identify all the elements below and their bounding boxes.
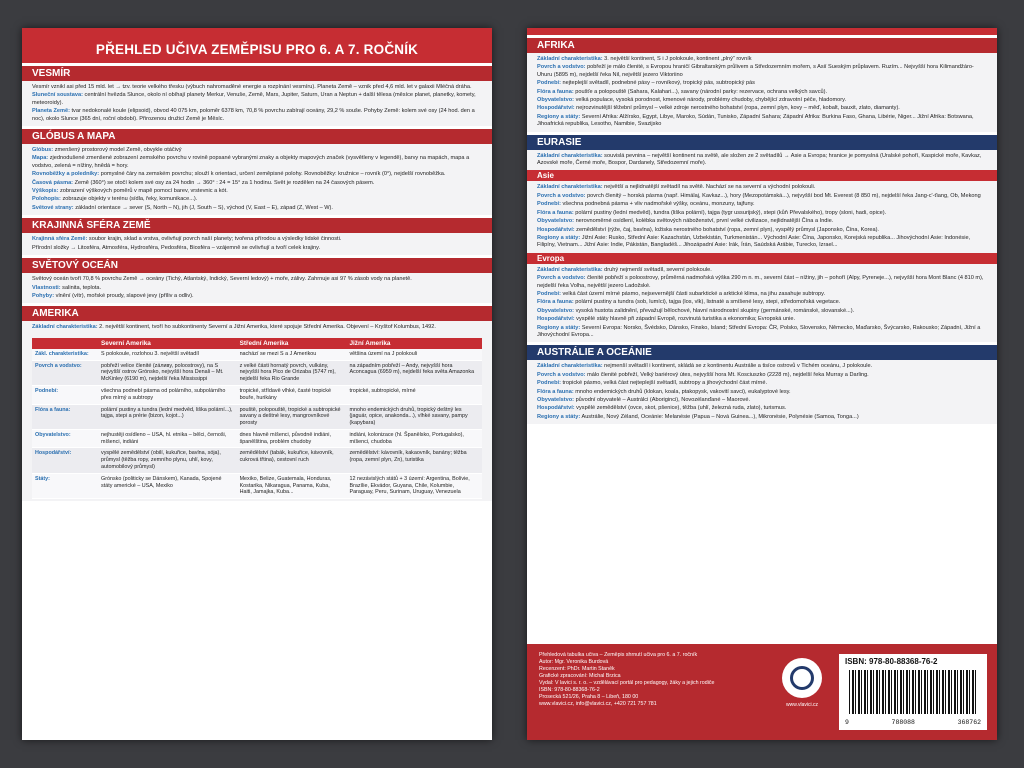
section-heading: EURASIE [527,135,997,150]
paragraph-key: Mapa: [32,155,49,162]
section-paragraph [32,205,482,212]
paragraph-text: 3. největší kontinent, S i J polokoule, kontinent „plný“ rovník [604,56,752,62]
section-heading: AFRIKA [527,38,997,53]
section-paragraph [537,275,987,290]
publisher-logo [779,658,825,722]
table-cell: dnes hlavně míšenci, původně indiáni, španělština, problém chudoby [237,429,347,448]
section-paragraph [537,105,987,112]
paragraph-key: Regiony a státy: [537,113,581,120]
table-cell: z velké části hornatý povrch, vulkány, nejvyšší hora Pico de Orizaba (5747 m), nejdelší řeka Rio Grande [237,360,347,385]
paragraph-key: Regiony a státy: [537,324,581,331]
paragraph-text: salinita, teplota. [62,284,102,291]
paragraph-key: Výškopis: [32,188,59,195]
paragraph-key: Světové strany: [32,204,74,211]
paragraph-key: Hospodářství: [537,226,575,233]
paragraph-key: Obyvatelstvo: [537,307,574,314]
barcode-digit-1: 9 [845,719,849,726]
barcode-digits [845,719,981,726]
section-paragraph [32,171,482,178]
table-cell: pouště, polopouště, tropické a subtropické savany a deštné lesy, mangrovníkové porosty [237,404,347,429]
table-header-cell: Jižní Amerika [346,338,482,349]
table-cell: zemědělství (tabák, kukuřice, kávovník, cukrová třtina), cestovní ruch [237,448,347,473]
paragraph-key: Podnebí: [537,290,561,297]
paragraph-text: polární pustiny a tundra (sob, lumíci), tajga (los, vlk), listnaté a smíšené lesy, stepi, středomořská vegetace. [575,299,841,306]
paragraph-text: polární pustiny (lední medvěd), tundra (liška polární), tajga (tygr ussurijský), stepi (kůň Převalského), tropy (sloni, hadi, opice). [575,209,887,216]
table-row [32,385,482,404]
paragraph-key: Obyvatelstvo: [537,97,574,104]
paragraph-key: Pohyby: [32,292,55,299]
paragraph-key: Obyvatelstvo: [537,218,574,225]
section-paragraph [537,218,987,225]
paragraph-key: Vlastnosti: [32,284,61,291]
row-key-cell: Povrch a vodstvo: [32,360,98,385]
section-body [22,233,492,255]
paragraph-key: Povrch a vodstvo: [537,192,586,199]
paragraph-key: Podnebí: [537,80,561,87]
section-paragraph [32,245,482,252]
section-paragraph [32,276,482,283]
section-paragraph [537,201,987,208]
table-cell: polární pustiny a tundra (lední medvěd, liška polární...), tajga, stepi a prérie (bizon, kojot...) [98,404,237,429]
paragraph-text: nejmenší světadíl i kontinent, skládá se z kontinentu Austrálie a tisíce ostrovů v Tichém oceánu, J polokoule. [604,363,873,370]
paragraph-key: Povrch a vodstvo: [537,275,586,282]
footer-line: Prosecká 521/26, Praha 8 – Libeň, 180 00 [539,694,639,700]
paragraph-key: Hospodářství: [537,316,575,323]
section-paragraph [537,64,987,79]
table-cell: všechna podnebí pásma od polárního, subpolárního přes mírný a subtropy [98,385,237,404]
section-heading: Asie [527,170,997,181]
row-key-cell: Obyvatelstvo: [32,429,98,448]
table-cell: Mexiko, Belize, Guatemala, Honduras, Kostarika, Nikaragua, Panama, Kuba, Haiti, Jamajka, Kuba... [237,473,347,498]
paragraph-key: Obyvatelstvo: [537,397,574,403]
paragraph-text: tropické pásmo, velká část nejteplejší světadíl, subtropy a jihovýchodní část mírné. [562,380,768,387]
paragraph-text: tvar nedokonalé koule (elipsoid), obvod 40 075 km, poloměr 6378 km, 70,8 % povrchu zabírají oceány, 29,2 % souše. Pohyby Země: kolem své osy (24 hod. den a noc), okolo Slunce (365 dní, roční období). Přirozenou družicí Země je Měsíc. [32,108,475,122]
section-body [527,264,997,343]
paragraph-text: základní orientace → sever (S, North – N), jih (J, South – S), východ (V, East – E), západ (Z, West – W). [75,204,333,211]
section-paragraph [537,308,987,315]
footer-info [539,652,769,708]
table-cell: tropické, střídavě vlhké, časté tropické bouře, hurikány [237,385,347,404]
footer-line: Autor: Mgr. Veronika Burdová [539,659,609,665]
footer-line: Recenzent: PhDr. Martin Staněk [539,666,615,672]
paragraph-key: Flóra a fauna: [537,88,574,95]
paragraph-text: Severní Evropa: Norsko, Švédsko, Dánsko, Finsko, Island; Střední Evropa: ČR, Polsko, Slovensko, Německo, Maďarsko, Švýcarsko, Rakousko; Západní, Jižní a Jihovýchodní Evropa... [537,324,981,338]
section-heading: VESMÍR [22,66,492,81]
section-paragraph [32,155,482,170]
paragraph-text: pobřeží je málo členité, s Evropou hraničí Gibraltarským průlivem a Středozemním mořem, s Asií Sueským průplavem. Ruzím... Nejvyšší hora Kilimandžáro-Uhuru (5895 m), nejdelší řeka Nil, největší jezero Viktoriino [537,64,974,78]
paragraph-text: souvislá pevnina – největší kontinent na světě, ale složen ze 2 světadílů → Asie a Evropa; hranice je pomyslná (Uralské pohoří, Kaspické moře, Kavkaz, Azovské moře, Černé moře, Bospor, Dardanely, Středozemní moře). [537,152,982,167]
paragraph-key: Základní charakteristika: [537,266,603,273]
paragraph-text: soubor krajin, sklad a vrstva, ovlivňují povrch naší planety; tvořena přírodou a výsledky lidské činnosti. [88,236,342,243]
section-paragraph [537,80,987,87]
table-row [32,404,482,429]
section-paragraph [32,285,482,292]
table-header-cell: Střední Amerika [237,338,347,349]
table-cell: většina území na J polokouli [346,349,482,360]
footer-line: www.vlavici.cz, info@vlavici.cz, +420 721 757 781 [539,701,657,707]
section-paragraph [537,316,987,323]
logo-circle-icon [782,658,822,698]
paragraph-text: Severní Afrika: Alžírsko, Egypt, Libye, Maroko, Súdán, Tunisko, Západní Sahara; Západní Afrika: Burkina Faso, Ghana, Libérie, Niger... Jižní Afrika: Botswana, Jihoafrická republika, Lesotho, Namibie, Svazijsko [537,113,974,128]
paragraph-key: Sluneční soustava: [32,92,83,99]
paragraph-text: Austrálie, Nový Zéland, Oceánie: Melanésie (Papua – Nová Guinea...), Mikronésie, Polynésie (Samoa, Tonga...) [581,413,859,420]
section-body [22,273,492,303]
section-paragraph [32,324,482,331]
table-cell: 12 nezávislých států + 3 území: Argentina, Bolívie, Brazílie, Ekvádor, Guyana, Chile, Kolumbie, Paraguay, Peru, Surinam, Uruguay, Venezuela [346,473,482,498]
paragraph-key: Povrch a vodstvo: [537,64,586,71]
row-key-cell: Státy: [32,473,98,498]
footer-line: Grafické zpracování: Michal Brzica [539,673,621,679]
paragraph-text: vysoká hustota zalidnění, převažují bělochové, hlavní národnostní skupiny (germánské, románské, slovanské...). [575,307,855,314]
section-paragraph [537,193,987,200]
section-paragraph [537,267,987,274]
paragraph-text: nerovnoměrné osídlení, kolébka světových náboženství, první velké civilizace, nejlidnatější Čína a Indie. [575,218,834,225]
table-header-cell: Severní Amerika [98,338,237,349]
paragraph-key: Základní charakteristika: [32,324,98,331]
isbn-label: ISBN: 978-80-88368-76-2 [845,657,938,666]
paragraph-key: Podnebí: [537,380,561,387]
paragraph-text: Přírodní složky → Litosféra, Atmosféra, Hydrosféra, Pedosféra, Biosféra – vzájemně se ovlivňují a tvoří celek krajiny. [32,244,321,251]
paragraph-text: zmenšený prostorový model Země, obvykle otáčivý [54,147,182,154]
section-heading: GLÓBUS A MAPA [22,129,492,144]
section-paragraph [537,389,987,396]
paragraph-key: Podnebí: [537,201,561,208]
paragraph-text: členité pobřeží s poloostrovy, průměrná nadmořská výška 290 m n. m., severní část – nížiny, jih – pohoří (Alpy, Pyreneje...), nejvyšší hora Mont Blanc (4 810 m), nejdelší řeka Volha, největší jezero Ladožské. [537,275,984,289]
section-paragraph [537,363,987,370]
paragraph-text: poušťe a polopouště (Sahara, Kalahari...), savany (národní parky: rezervace, ochrana velkých savců). [575,88,828,95]
section-paragraph [537,153,987,168]
section-paragraph [537,114,987,129]
top-stripe [22,28,492,35]
row-key-cell: Zákl. charakteristika: [32,349,98,360]
footer-line: Vydal: V lavici s. r. o. – vzdělávací portál pro pedagogy, žáky a jejich rodiče [539,680,715,686]
paragraph-text: všechna podnebná pásma + vliv nadmořské výšky, oceánu, monzuny, tajfuny. [562,201,755,208]
footer-line: ISBN: 978-80-88368-76-2 [539,687,600,693]
section-paragraph [32,236,482,243]
paragraph-key: Polohopis: [32,196,61,203]
section-body [22,321,492,334]
section-paragraph [537,299,987,306]
paragraph-key: Základní charakteristika: [537,184,603,191]
section-heading: AUSTRÁLIE A OCEÁNIE [527,345,997,360]
paragraph-text: zjednodušené zmenšené zobrazení zemského povrchu v rovině popsané vybranými znaky a objekty mapových značek (vysvětleny v legendě), barvy na mapách, mapa a vodstvo, zelená = nížiny, hnědá = hory. [32,155,470,169]
logo-text: www.vlavici.cz [786,702,818,708]
left-sections [22,66,492,335]
paragraph-text: původní obyvatelé – Austrálci (Aboriginci), Novozélanďané – Maorové. [575,397,751,403]
paragraph-text: centrální hvězda Slunce, okolo ní obíhají planety Merkur, Venuše, Země, Mars, Jupiter, Saturn, Uran a Neptun + další tělesa (měsíce planet, planetky, komety, meteoroidy). [32,92,476,106]
table-cell: na západním pobřeží – Andy, nejvyšší hora Aconcagua (6959 m), nejdelší řeka světa Amazonka [346,360,482,385]
paragraph-text: vyspělé zemědělství (ovce, skot, pšenice), těžba (uhlí, železná ruda, zlato), turismus. [576,405,787,412]
section-paragraph [537,56,987,63]
section-paragraph [537,97,987,104]
paragraph-key: Flóra a fauna: [537,299,574,306]
row-key-cell: Flóra a fauna: [32,404,98,429]
table-cell: pobřeží velice členité (záливy, poloostrovy), na S nejvyšší ostrov Grónsko, nejvyšší hora Denali – Mt. McKinley (6190 m), nejdelší řeka Mississippi [98,360,237,385]
paragraph-text: největší a nejlidnatější světadíl na světě. Nachází se na severní a východní polokouli. [604,184,816,191]
section-paragraph [537,325,987,340]
section-body [527,181,997,252]
section-body [22,81,492,126]
section-paragraph [537,291,987,298]
paragraph-key: Hospodářství: [537,405,575,412]
paragraph-text: druhý nejmenší světadíl, severní polokoule. [604,266,712,273]
section-paragraph [537,184,987,191]
america-table-wrap [22,335,492,502]
section-heading: AMERIKA [22,306,492,321]
table-row [32,349,482,360]
paragraph-text: zobrazuje objekty v terénu (sídla, řeky, komunikace...). [62,196,198,203]
table-cell: vyspělé zemědělství (obilí, kukuřice, bavlna, sója), průmysl (těžba ropy, zemního plynu, uhlí, kovy, automobilový průmysl) [98,448,237,473]
footer-line: Přehledová tabulka učiva – Zeměpis shrnutí učiva pro 6. a 7. ročník [539,652,698,658]
table-row [32,448,482,473]
section-body [527,53,997,132]
paragraph-text: vyspělé státy hlavně při západní Evropě, rozvinutá turistika a ekonomika; Evropská unie. [576,316,796,323]
paragraph-text: Světový oceán tvoří 70,8 % povrchu Země → oceány (Tichý, Atlantský, Indický, Severní ledový) + moře, zálivy. Zahrnuje asi 97 % zásob vody na planetě. [32,276,412,283]
paragraph-text: nejteplejší světadíl, podnebné pásy – rovníkový, tropický pás, subtropický pás [562,80,755,87]
barcode [839,654,987,730]
section-paragraph [32,180,482,187]
paragraph-text: nejrozvinutější těžební průmysl – velké zdroje nerostného bohatství (ropa, zemní plyn, kovy – měď, kobalt, bauxit, zlato, diamanty). [576,105,900,112]
row-key-cell: Podnebí: [32,385,98,404]
section-paragraph [32,108,482,123]
section-heading: Evropa [527,253,997,264]
right-sections [527,38,997,424]
paragraph-text: mnoho endemických druhů (klokan, koala, ptakopysk, vakovití savci), eukalyptové lesy. [575,388,791,395]
paragraph-text: zemědělství (rýže, čaj, bavlna), ložiska nerostného bohatství (ropa, zemní plyn), vyspělý průmysl (Japonsko, Čína, Korea). [576,226,879,233]
paragraph-text: Jižní Asie: Rusko, Střední Asie: Kazachstán, Uzbekistán, Turkmenistán... Východní Asie: Čína, Japonsko, Korejská republika... Jihovýchodní Asie: Indonésie, Filipíny, Vietnam... Jižní Asie: Indie, Pákistán, Bangladéš... Jihozápadní Asie: Irák, Írán, Saúdská Arábie, Turecko, Izrael... [537,234,971,249]
table-header-cell [32,338,98,349]
paragraph-key: Regiony a státy: [537,413,581,420]
paragraph-key: Glóbus: [32,147,54,154]
paragraph-key: Základní charakteristika: [537,56,603,62]
section-body [527,360,997,424]
section-paragraph [537,380,987,387]
paragraph-text: zobrazení výškových poměrů v mapě pomocí barev, vrstevnic a kót. [60,188,228,195]
paragraph-key: Flóra a fauna: [537,209,574,216]
section-paragraph [537,414,987,421]
table-row [32,360,482,385]
page-title: PŘEHLED UČIVA ZEMĚPISU PRO 6. A 7. ROČNÍK [22,35,492,63]
paragraph-key: Krajinná sféra Země: [32,236,88,243]
paragraph-text: Země (360°) se otočí kolem své osy za 24 hodin → 360° : 24 = 15° za 1 hodinu. Svět je rozdělen na 24 časových pásem. [74,179,375,186]
paragraph-text: povrch členitý – horská pásma (např. Himálaj, Kavkaz...), hory (Mezopotámská...), nejvyšší bod Mt. Everest (8 850 m), nejdelší řeka Jang-c'-ťiang, Ob, Mekong [587,192,981,199]
top-stripe [527,28,997,35]
section-paragraph [537,89,987,96]
section-paragraph [32,293,482,300]
table-cell: indiáni, kolonizace (hl. Španělsko, Portugalsko), míšenci, chudoba [346,429,482,448]
row-key-cell: Hospodářství: [32,448,98,473]
section-paragraph [537,405,987,412]
paragraph-key: Hospodářství: [537,105,575,112]
left-page [22,28,492,740]
right-page [527,28,997,740]
section-body [527,150,997,171]
table-row [32,429,482,448]
section-paragraph [537,210,987,217]
barcode-digit-2: 788088 [891,719,915,726]
table-row [32,473,482,498]
paragraph-text: málo členité pobřeží, Velký bariérový útes, nejvyšší hora Mt. Kosciuszko (2228 m), nejdelší řeka Murray a Darling. [587,371,869,378]
paragraph-text: Vesmír vznikl asi před 15 mld. let → tzv. teorie velkého třesku (výbuch nahromaděné energie a rozpínání vesmíru). Planeta Země – vznik před 4,6 mld. let v galaxii Mléčná dráha. [32,84,472,90]
section-paragraph [32,84,482,91]
table-cell: mnoho endemických druhů, tropický deštný les (jaguár, opice, anakonda...), vlhké savany, pampy (kapybara) [346,404,482,429]
footer [527,644,997,740]
section-heading: SVĚTOVÝ OCEÁN [22,258,492,273]
paragraph-key: Regiony a státy: [537,234,581,241]
paragraph-key: Časová pásma: [32,179,74,186]
section-paragraph [32,196,482,203]
table-cell: nejhustěji osídleno – USA, hl. etnika – bělci, černoši, míšenci, indiáni [98,429,237,448]
table-cell: Grónsko (politicky se Dánskem), Kanada, Spojené státy americké – USA, Mexiko [98,473,237,498]
section-paragraph [537,397,987,404]
america-table [32,338,482,500]
table-cell: nachází se mezi S a J Amerikou [237,349,347,360]
paragraph-text: 2. největší kontinent, tvoří ho subkontinenty Severní a Jižní Amerika, které spojuje Střední Amerika. Objevení – Kryštof Kolumbus, 1492. [99,324,436,331]
section-paragraph [537,372,987,379]
table-cell: S polokoule, rozlohou 3. největší světadíl [98,349,237,360]
paragraph-text: pomyslné čáry na zemském povrchu; slouží k orientaci, určení zeměpisné polohy. Rovnoběžky: kružnice – rovník (0°), nejdelší rovnoběžka. [100,171,446,178]
barcode-bars [849,670,977,714]
barcode-digit-3: 368762 [957,719,981,726]
paragraph-text: vlnění (vítr), mořské proudy, slapové jevy (příliv a odliv). [55,292,194,299]
paragraph-key: Planeta Země: [32,108,70,115]
section-paragraph [32,188,482,195]
paragraph-text: velká část území mírné pásmo, nejsevernější části subarktické a arktické klima, na jihu zasahuje subtropy. [562,290,826,297]
table-cell: zemědělství: kávovník, kakaovník, banány; těžba (ropa, zemní plyn, Zn), turistika [346,448,482,473]
section-heading: KRAJINNÁ SFÉRA ZEMĚ [22,218,492,233]
paragraph-key: Základní charakteristika: [537,363,603,370]
paragraph-key: Flóra a fauna: [537,388,574,395]
section-body [22,144,492,215]
section-paragraph [537,235,987,250]
section-paragraph [32,92,482,107]
paragraph-key: Základní charakteristika: [537,152,603,159]
section-paragraph [537,227,987,234]
table-cell: tropické, subtropické, mírné [346,385,482,404]
paragraph-key: Povrch a vodstvo: [537,371,586,378]
paragraph-text: velká populace, vysoká porodnost, kmenové národy, problémy chudoby, chybějící zdravotní péče, hladomory. [575,97,847,104]
section-paragraph [32,147,482,154]
paragraph-key: Rovnoběžky a poledníky: [32,171,100,178]
